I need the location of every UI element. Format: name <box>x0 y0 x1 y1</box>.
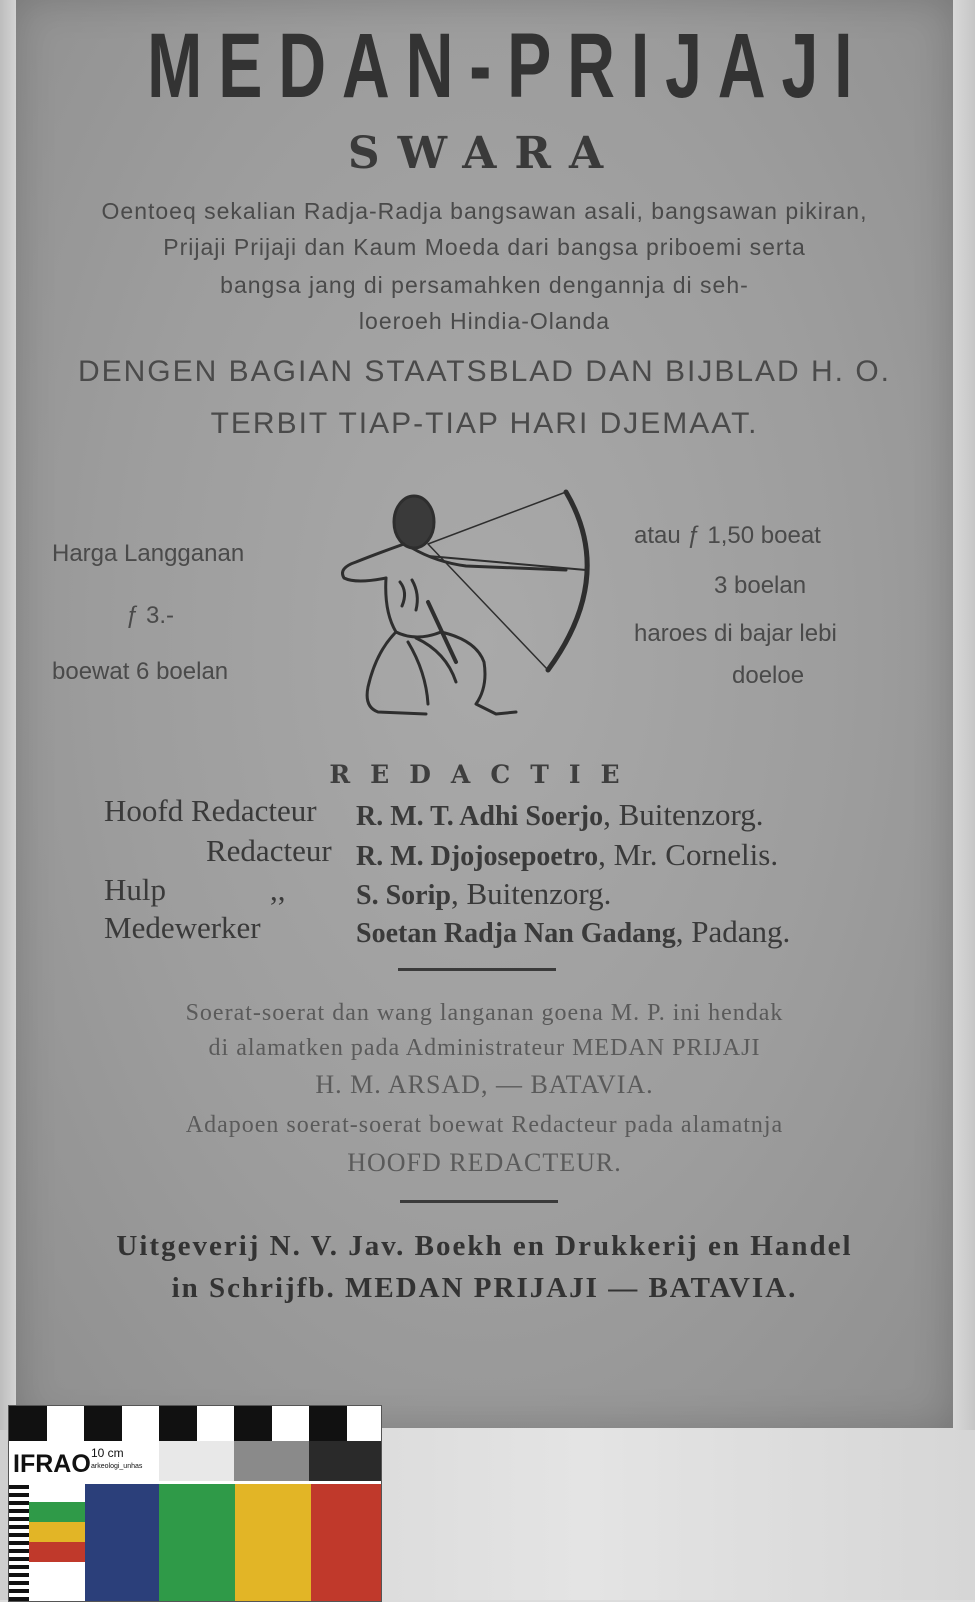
swatch-red <box>311 1484 381 1601</box>
staff-name-3: S. Sorip, Buitenzorg. <box>356 876 612 911</box>
staff-role-3: Hulp <box>104 872 166 907</box>
caps-line-2: TERBIT TIAP-TIAP HARI DJEMAAT. <box>210 407 759 440</box>
staff-name-1: R. M. T. Adhi Soerjo, Buitenzorg. <box>356 797 764 832</box>
ifrao-scale-card <box>8 1405 382 1602</box>
ifrao-length: 10 cm arkeologi_unhas <box>91 1446 143 1470</box>
staff-role-4: Medewerker <box>104 910 261 945</box>
staff-name-4: Soetan Radja Nan Gadang, Padang. <box>356 914 791 949</box>
staff-role-1: Hoofd Redacteur <box>104 793 317 828</box>
backdrop-left-edge <box>0 0 16 1430</box>
ifrao-brand: IFRAO <box>13 1450 91 1478</box>
price-label: Harga Langganan <box>52 540 245 567</box>
intro-line-4: loeroeh Hindia-Olanda <box>358 308 611 334</box>
divider-rule-1 <box>398 968 556 971</box>
backdrop-right-edge <box>953 0 975 1430</box>
caps-line-1: DENGEN BAGIAN STAATSBLAD DAN BIJBLAD H. O. <box>77 355 892 388</box>
masthead-title: MEDAN-PRIJAJI <box>147 15 869 117</box>
publisher-line-1: Uitgeverij N. V. Jav. Boekh en Drukkerij en Handel <box>116 1230 853 1262</box>
notice-line-3: H. M. ARSAD, — BATAVIA. <box>315 1070 654 1099</box>
redactie-heading: REDACTIE <box>329 760 640 789</box>
intro-line-2: Prijaji Prijaji dan Kaum Moeda dari bangsa priboemi serta <box>163 234 806 260</box>
intro-line-3: bangsa jang di persamahken dengannja di seh- <box>220 272 749 298</box>
swatch-green <box>159 1484 235 1601</box>
notice-line-5: HOOFD REDACTEUR. <box>347 1148 622 1177</box>
masthead-subtitle: SWARA <box>347 128 622 179</box>
price-alt-line-2: 3 boelan <box>714 572 807 599</box>
swatch-yellow <box>235 1484 311 1601</box>
notice-line-4: Adapoen soerat-soerat boewat Redacteur pada alamatnja <box>185 1112 784 1138</box>
price-alt-line-4: doeloe <box>732 662 805 689</box>
archer-illustration-icon <box>316 482 606 732</box>
notice-line-1: Soerat-soerat dan wang langanan goena M. P. ini hendak <box>185 1000 784 1026</box>
staff-role-2: Redacteur <box>206 833 332 868</box>
newspaper-page <box>16 0 953 1428</box>
price-amount: ƒ 3.- <box>126 602 175 629</box>
swatch-blue <box>85 1484 159 1601</box>
staff-name-2: R. M. Djojosepoetro, Mr. Cornelis. <box>356 837 779 872</box>
publisher-line-2: in Schrijfb. MEDAN PRIJAJI — BATAVIA. <box>171 1272 798 1304</box>
notice-line-2: di alamatken pada Administrateur MEDAN PRIJAJI <box>208 1035 761 1061</box>
divider-rule-2 <box>400 1200 558 1203</box>
price-alt-line-3: haroes di bajar lebi <box>634 620 837 647</box>
intro-line-1: Oentoeq sekalian Radja-Radja bangsawan asali, bangsawan pikiran, <box>101 198 868 224</box>
price-alt-line-1: atau ƒ 1,50 boeat <box>634 522 821 549</box>
price-term: boewat 6 boelan <box>52 658 229 685</box>
staff-ditto-3: ,, <box>270 872 286 907</box>
